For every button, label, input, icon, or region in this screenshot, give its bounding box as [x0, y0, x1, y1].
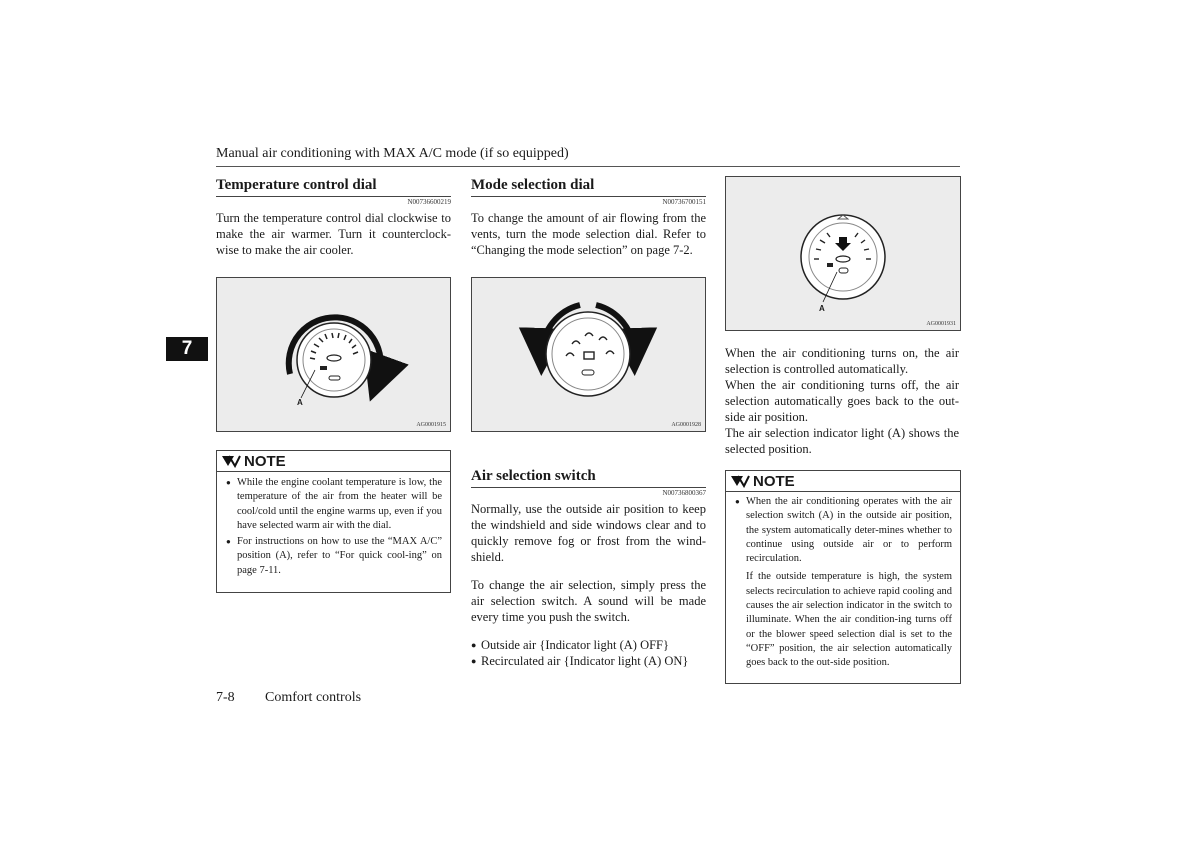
column-air-selection-text: [725, 345, 959, 457]
section-heading-temperature: Temperature control dial: [216, 177, 377, 193]
note-item: ● While the engine coolant temperature is low, the temperature of the air from the heater will be cool/cold until the engine warms up, even if you have selected warm air with the dial.: [237, 476, 442, 533]
heading-rule: [471, 196, 706, 197]
section-heading-mode: Mode selection dial: [471, 177, 595, 193]
paragraph-air-selection-1: Normally, use the outside air position to keep the windshield and side windows clear and to quickly remove fog or frost from the wind-shield.: [471, 502, 706, 564]
footer-section: Comfort controls: [265, 690, 362, 705]
note-icon: [221, 454, 241, 468]
note-label: NOTE: [753, 472, 795, 490]
running-header: Manual air conditioning with MAX A/C mode (if so equipped): [216, 146, 569, 161]
chapter-tab: 7: [166, 337, 208, 361]
note-box-air-selection: [725, 470, 961, 684]
note-header: [217, 451, 450, 472]
section-heading-air-selection: Air selection switch: [471, 468, 596, 484]
section-code: N00736700151: [662, 198, 706, 206]
dial-knob: [546, 312, 630, 396]
air-selection-illustration: [726, 177, 960, 330]
temperature-dial-illustration: [217, 278, 450, 431]
dial-knob: [297, 323, 371, 397]
paragraph-air-selection-2: To change the air selection, simply press the air selection switch. A sound will be made every time you push the switch.: [471, 578, 706, 624]
dial-knob: [801, 215, 885, 299]
mode-dial-illustration: [472, 278, 705, 431]
note-item: ● For instructions on how to use the “MAX A/C” position (A), refer to “For quick cool-ing” on page 7-11.: [237, 535, 442, 578]
note-header: [726, 471, 960, 492]
note-icon: [730, 474, 750, 488]
section-code: N00736600219: [407, 198, 451, 206]
note-continuation: If the outside temperature is high, the system selects recirculation to achieve rapid cooling and causes the air selection indicator in the switch to illuminate. When the air condition-ing turns off or the blower speed selection dial is set to the “OFF” position, the air selection automatically goes back to the out-side position.: [746, 571, 952, 669]
page-number: 7-8: [216, 690, 235, 705]
air-selection-bullets: [471, 637, 706, 669]
column-temperature: [216, 176, 451, 258]
paragraph-ac-off: When the air conditioning turns off, the air selection automatically goes back to the out-side air position.: [725, 378, 959, 424]
figure-code: AG0001931: [926, 321, 956, 327]
figure-code: AG0001928: [671, 422, 701, 428]
paragraph-ac-on: When the air conditioning turns on, the air selection is controlled automatically.: [725, 346, 959, 376]
note-list: [726, 492, 960, 572]
paragraph-indicator: The air selection indicator light (A) shows the selected position.: [725, 426, 959, 456]
heading-rule: [471, 487, 706, 488]
note-item: ● When the air conditioning operates with the air selection switch (A) in the outside air position, the system automatically deter-mines whether to continue using outside air or to perform recirculation.: [746, 495, 952, 566]
bullet-item: ● Recirculated air {Indicator light (A) ON}: [481, 653, 706, 669]
note-list: [217, 472, 450, 584]
paragraph-temperature: Turn the temperature control dial clockwise to make the air warmer. Turn it counterclock-wise to make the air cooler.: [216, 211, 451, 257]
figure-mode-dial: [471, 277, 706, 432]
column-mode: [471, 176, 706, 258]
callout-a: A: [297, 398, 303, 407]
callout-a: A: [819, 304, 825, 313]
paragraph-mode: To change the amount of air flowing from the vents, turn the mode selection dial. Refer to “Changing the mode selection” on page 7-2.: [471, 211, 706, 257]
figure-code: AG0001915: [416, 422, 446, 428]
bullet-item: ● Outside air {Indicator light (A) OFF}: [481, 637, 706, 653]
header-rule: [216, 166, 960, 167]
figure-air-selection-switch: [725, 176, 961, 331]
heading-rule: [216, 196, 451, 197]
section-code: N00736800367: [662, 489, 706, 497]
column-air-selection: [471, 467, 706, 669]
note-box-temperature: [216, 450, 451, 593]
figure-temperature-dial: [216, 277, 451, 432]
note-label: NOTE: [244, 452, 286, 470]
